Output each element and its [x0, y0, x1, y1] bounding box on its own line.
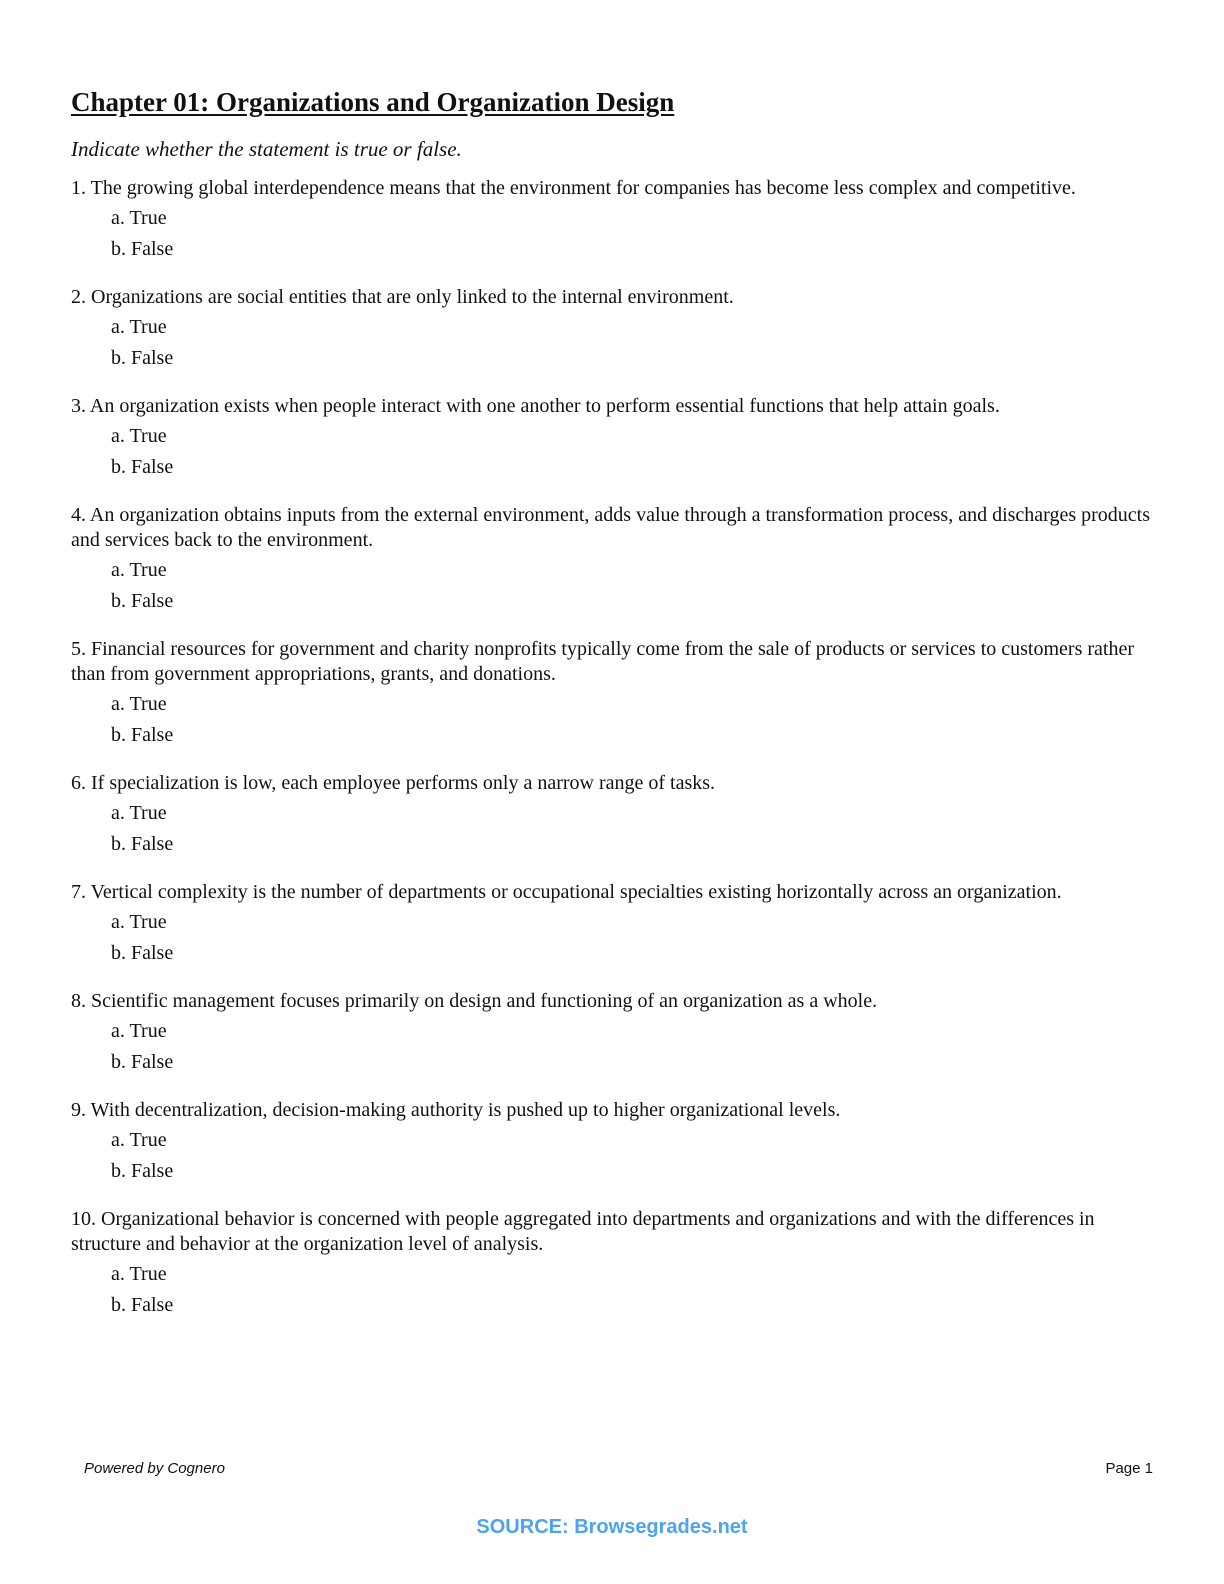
option-false: b. False [111, 724, 174, 746]
answer-options [71, 421, 1161, 483]
question-item [71, 285, 1161, 374]
page-title: Chapter 01: Organizations and Organization Design [71, 87, 675, 117]
option-true: a. True [111, 802, 167, 824]
answer-options [71, 1259, 1161, 1321]
option-false: b. False [111, 238, 174, 260]
option-false: b. False [111, 942, 174, 964]
option-false: b. False [111, 1160, 174, 1182]
question-item [71, 1207, 1161, 1321]
option-true: a. True [111, 425, 167, 447]
question-list [71, 176, 1161, 1321]
answer-options [71, 907, 1161, 969]
option-false: b. False [111, 347, 174, 369]
option-true: a. True [111, 316, 167, 338]
powered-by-footer: Powered by Cognero [84, 1460, 225, 1477]
question-text: 10. Organizational behavior is concerned with people aggregated into departments and organizations and with the differences in structure and behavior at the organization level of analysis. [71, 1208, 1095, 1255]
option-true: a. True [111, 911, 167, 933]
source-watermark: SOURCE: Browsegrades.net [476, 1516, 748, 1538]
question-text: 1. The growing global interdependence means that the environment for companies has become less complex and competitive. [71, 177, 1076, 199]
document-page [71, 86, 1161, 1341]
question-item [71, 1098, 1161, 1187]
option-false: b. False [111, 456, 174, 478]
option-true: a. True [111, 1263, 167, 1285]
question-text: 7. Vertical complexity is the number of departments or occupational specialties existing horizontally across an organization. [71, 881, 1062, 903]
question-item [71, 880, 1161, 969]
answer-options [71, 689, 1161, 751]
instructions: Indicate whether the statement is true or false. [71, 137, 462, 161]
option-true: a. True [111, 693, 167, 715]
option-true: a. True [111, 1020, 167, 1042]
question-item [71, 771, 1161, 860]
option-false: b. False [111, 590, 174, 612]
question-text: 4. An organization obtains inputs from the external environment, adds value through a transformation process, and discharges products and services back to the environment. [71, 504, 1151, 551]
answer-options [71, 798, 1161, 860]
question-item [71, 503, 1161, 617]
answer-options [71, 1016, 1161, 1078]
question-item [71, 394, 1161, 483]
answer-options [71, 555, 1161, 617]
question-item [71, 989, 1161, 1078]
question-text: 8. Scientific management focuses primarily on design and functioning of an organization as a whole. [71, 990, 878, 1012]
option-false: b. False [111, 1294, 174, 1316]
option-true: a. True [111, 559, 167, 581]
answer-options [71, 203, 1161, 265]
question-item [71, 176, 1161, 265]
question-text: 5. Financial resources for government and charity nonprofits typically come from the sale of products or services to customers rather than from government appropriations, grants, and donations. [71, 638, 1134, 685]
option-true: a. True [111, 207, 167, 229]
question-text: 3. An organization exists when people interact with one another to perform essential functions that help attain goals. [71, 395, 1000, 417]
option-false: b. False [111, 1051, 174, 1073]
question-item [71, 637, 1161, 751]
page-number: Page 1 [1105, 1460, 1153, 1477]
question-text: 2. Organizations are social entities that are only linked to the internal environment. [71, 286, 734, 308]
question-text: 6. If specialization is low, each employee performs only a narrow range of tasks. [71, 772, 716, 794]
answer-options [71, 1125, 1161, 1187]
answer-options [71, 312, 1161, 374]
option-true: a. True [111, 1129, 167, 1151]
option-false: b. False [111, 833, 174, 855]
question-text: 9. With decentralization, decision-making authority is pushed up to higher organizational levels. [71, 1099, 841, 1121]
